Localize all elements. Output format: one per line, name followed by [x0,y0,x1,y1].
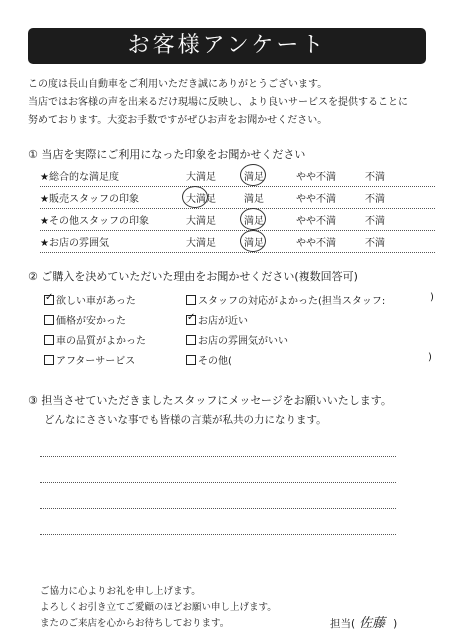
rating-option[interactable]: やや不満 [296,238,336,249]
staff-name-handwritten: 佐藤 [359,616,386,631]
reason-option[interactable]: お店の雰囲気がいい [186,332,288,347]
reason-option[interactable]: その他( [186,352,232,367]
q1-heading: ① 当店を実際にご利用になった印象をお聞かせください [28,148,306,161]
rating-label: ★総合的な満足度 [40,172,119,183]
staff-label: 担当( [330,618,356,630]
rating-option[interactable]: やや不満 [296,194,336,205]
q3-subheading: どんなにささいな事でも皆様の言葉が私共の力になります。 [44,414,327,426]
rating-row [40,164,435,187]
reason-option[interactable]: ✓欲しい車があった [44,292,136,307]
closing-line: ご協力に心よりお礼を申し上げます。 [40,586,201,597]
closing-line: よろしくお引き立てご愛顧のほどお願い申し上げます。 [40,602,277,613]
checkbox[interactable] [44,335,54,345]
rating-option[interactable]: 不満 [365,172,385,183]
checkbox[interactable] [44,355,54,365]
checkbox[interactable] [186,295,196,305]
selected-circle [240,208,266,230]
rating-label: ★販売スタッフの印象 [40,194,139,205]
selected-circle [240,230,266,252]
selected-circle [240,164,266,186]
rating-option[interactable]: 大満足 [186,172,216,183]
message-line[interactable] [40,482,396,483]
reason-option[interactable]: アフターサービス [44,352,135,367]
checkbox[interactable] [44,315,54,325]
q2-heading: ② ご購入を決めていただいた理由をお聞かせください(複数回答可) [28,270,358,283]
checkbox[interactable] [186,335,196,345]
staff-signature [330,612,397,631]
rating-row [40,208,435,231]
message-line[interactable] [40,508,396,509]
close-paren: ) [428,352,432,363]
message-line[interactable] [40,456,396,457]
rating-label: ★お店の雰囲気 [40,238,109,249]
checkbox[interactable] [44,295,54,305]
checkbox[interactable] [186,355,196,365]
intro-line: 当店ではお客様の声を出来るだけ現場に反映し、より良いサービスを提供することに [28,97,408,108]
rating-option[interactable]: 大満足 [186,216,216,227]
closing-line: またのご来店を心からお待ちしております。 [40,618,230,629]
rating-option[interactable]: 満足 [244,172,264,183]
reason-option[interactable]: スタッフの対応がよかった(担当スタッフ: [186,292,385,307]
staff-close: ) [393,618,398,630]
rating-row [40,230,435,253]
rating-row [40,186,435,209]
rating-option[interactable]: 不満 [365,194,385,205]
reason-option[interactable]: 価格が安かった [44,312,126,327]
rating-option[interactable]: 不満 [365,216,385,227]
rating-option[interactable]: 不満 [365,238,385,249]
rating-option[interactable]: 大満足 [186,194,216,205]
rating-option[interactable]: 大満足 [186,238,216,249]
rating-label: ★その他スタッフの印象 [40,216,149,227]
intro-line: 努めております。大変お手数ですがぜひお声をお聞かせください。 [28,115,328,126]
q3-heading: ③ 担当させていただきましたスタッフにメッセージをお願いいたします。 [28,394,392,407]
survey-title: お客様アンケート [28,28,426,64]
message-line[interactable] [40,534,396,535]
selected-circle [182,186,208,208]
close-paren: ) [430,292,434,303]
intro-text [28,76,438,130]
reason-option[interactable]: 車の品質がよかった [44,332,146,347]
closing-text [40,584,277,632]
rating-option[interactable]: やや不満 [296,216,336,227]
checkbox[interactable] [186,315,196,325]
reason-option[interactable]: ✓ お店が近い [186,312,248,327]
rating-option[interactable]: やや不満 [296,172,336,183]
rating-option[interactable]: 満足 [244,194,264,205]
rating-option[interactable]: 満足 [244,238,264,249]
intro-line: この度は長山自動車をご利用いただき誠にありがとうございます。 [28,79,328,90]
rating-option[interactable]: 満足 [244,216,264,227]
